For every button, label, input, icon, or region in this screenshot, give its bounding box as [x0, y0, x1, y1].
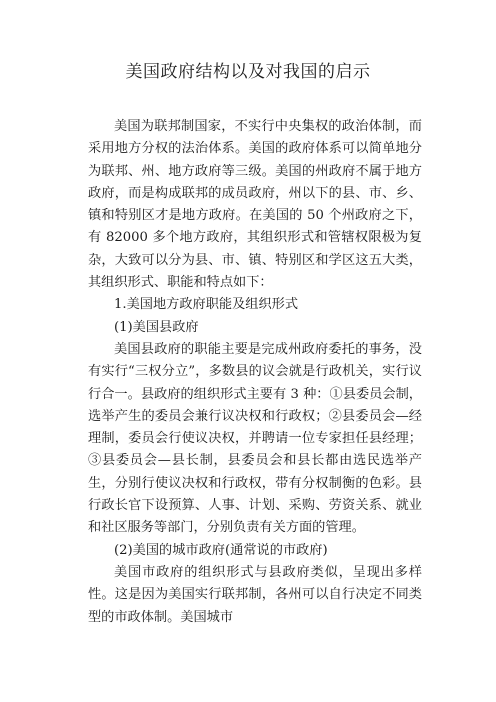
subsection-heading-county: (1)美国县政府 [114, 319, 199, 335]
section-heading-local-government: 1.美国地方政府职能及组织形式 [114, 297, 299, 313]
paragraph-city-government: 美国市政府的组织形式与县政府类似，呈现出多样性。这是因为美国实行联邦制，各州可以自行决定不同类型的市政体制。美国城市 [88, 564, 422, 625]
paragraph-intro: 美国为联邦制国家，不实行中央集权的政治体制，而采用地方分权的法治体系。美国的政府体系可以简单地分为联邦、州、地方政府等三级。美国的州政府不属于地方政府，而是构成联邦的成员政府，州以下的县、市、乡、镇和特别区才是地方政府。在美国的 50 个州政府之下，有 82000 多个地方政府，其组织形式和管辖权限极为复杂，大致可以分为县、市、镇、特别区和学区这五大类，其组织形式、职能和特点如下： [88, 119, 422, 291]
document-title: 美国政府结构以及对我国的启示 [125, 62, 371, 82]
document-body [88, 116, 422, 629]
subsection-heading-city: (2)美国的城市政府(通常说的市政府) [114, 542, 328, 558]
paragraph-county-government: 美国县政府的职能主要是完成州政府委托的事务，没有实行“三权分立”，多数县的议会就是行政机关，实行议行合一。县政府的组织形式主要有 3 种：①县委员会制，选举产生的委员会兼行议决权和行政权；②县委员会—经理制，委员会行使议决权，并聘请一位专家担任县经理；③县委员会—县长制，县委员会和县长都由选民选举产生，分别行使议决权和行政权，带有分权制衡的色彩。县行政长官下设预算、人事、计划、采购、劳资关系、就业和社区服务等部门，分别负责有关方面的管理。 [88, 341, 422, 536]
